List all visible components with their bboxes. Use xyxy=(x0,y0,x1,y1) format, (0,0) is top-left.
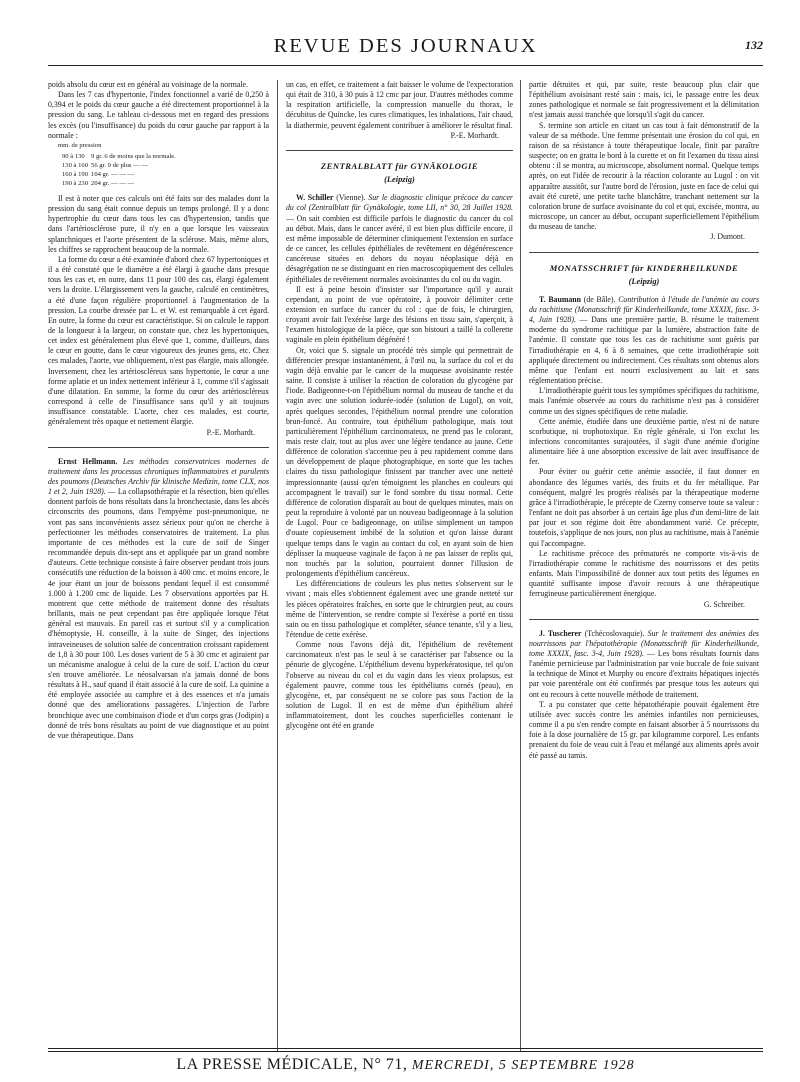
paragraph: Or, voici que S. signale un procédé très simple qui permettrait de différencier presque instantanément, à l'œil nu, la surface du col et du vagin déjà envahie par le cancer de la muqueuse avoisinante restée saine. Il consiste à utiliser la réaction de coloration du glycogène par l'iode. Badigeonne-t-on l'épithélium normal du museau de tanche et du vagin avec une solution iodurée-iodée (solution de Lugol), on voit, après quelques secondes, l'épithélium normal prendre une coloration brun-foncé. Au contraire, tout épithélium pathologique, mais tout particulièrement l'épithélium carcinomateux, ne prend pas le colorant, mais reste clair, tout au plus avec une légère tendance au jaune. Cette différence de coloration s'accentue peu à peu rapidement comme dans un développement de plaque photographique, en sorte que les taches claires du tissu pathologique finissent par trancher avec une netteté impressionnante (aussi qu'en témoignent les planches en couleurs qui accompagnent le travail) sur le fond sombre du tissu normal. Cette différence de coloration disparaît au bout de quelques minutes, mais on peut la reproduire à volonté par un nouveau badigeonnage à la solution de Lugol. Pour ce badigeonnage, on utilise simplement un tampon d'ouate copieusement imbibé de la solution et qu'on laisse durant quelque temps dans le vagin au contact du col, en ayant soin de bien déplisser la muqueuse vaginale de façon à ne pas laisser de replis qui, non touchés par la solution, pourraient donner l'illusion de prolongements d'épithélium cancéreux. xyxy=(286,345,513,579)
page-footer xyxy=(48,1048,763,1074)
footer-date: MERCREDI, 5 SEPTEMBRE 1928 xyxy=(411,1058,635,1073)
page-number: 132 xyxy=(745,38,763,52)
page-header xyxy=(48,30,763,68)
footer-journal: LA PRESSE MÉDICALE, xyxy=(176,1056,358,1073)
article-title: Sur le traitement des anémies des nourrissons par l'hépatothérapie (Monatsschrift für Kinderheilkunde, tome XXXIX, fasc. 3-4, Juin 1928). xyxy=(529,628,759,658)
table-row xyxy=(62,179,179,188)
column-2 xyxy=(286,80,513,1065)
paragraph: Il est à noter que ces calculs ont été faits sur des malades dont la pression du sang était connue depuis un temps prolongé. Il y a donc hypertrophie du cœur dans tous les cas d'hypertension, tandis que dans l'artériosclérose pure, il n'y en a que lorsque les vaisseaux splanchniques et l'aorte présentent de la sclérose. Mais, même alors, les chiffres se rapprochent beaucoup de la normale. xyxy=(48,193,269,254)
paragraph: S. termine son article en citant un cas tout à fait démonstratif de la valeur de sa méthode. Une femme présentait une érosion du col qui, en raison de sa résistance à toute thérapeutique locale, finit par paraître suspecte; on en gratta le bord à la curette et on fit l'examen du tissu ainsi obtenu : il se montra, au microscope, absolument normal. Quelque temps après, on eut l'idée de recourir à la réaction colorante au Lugol : on vit apparaître aussitôt, sur l'autre bord de l'érosion, juste en face de celui qui avait été cureté, une petite tache blanchâtre, tranchant nettement sur la coloration brune de surface avoisinante du col et qui, excisée, montra, au microscope, un cancer au début, occupant superficiellement l'épithélium du museau de tanche. xyxy=(529,120,759,232)
journal-section-title: REVUE DES JOURNAUX xyxy=(273,35,538,57)
paragraph: Comme nous l'avons déjà dit, l'épithélium de revêtement carcinomateux n'est pas le seul à se caractériser par l'absence ou la pénurie de glycogène. L'épithélium devenu hyperkératosique, tel qu'on l'observe au niveau du col et du vagin dans les vieux prolapsus, est également pauvre, comme tous les épithéliums cornés (peau), en glycogène, et, par conséquent ne se colore pas sous l'action de la solution de Lugol. Il en est de même d'un épithélium altéré inflammatoirement, dont les couches superficielles contenant le glycogène ont été en grande xyxy=(286,640,513,731)
table-row xyxy=(62,161,179,170)
article-body: — Dans une première partie, B. résume le traitement moderne du syndrome rachitique par la lumière, abstraction faite de l'anémie. Il constate que tous les cas de rachitisme sont guéris par l'irradiothérapie en 4, 6 à 8 semaines, que cette irradiothérapie soit appliquée directement ou indirectement. Ces résultats sont obtenus alors même que l'enfant est nourri exclusivement au lait et sans réglementation précise. xyxy=(529,315,759,386)
paragraph: Pour éviter ou guérir cette anémie associée, il faut donner en abondance des légumes variés, des fruits et du fer métallique. Par conséquent, malgré les progrès réalisés par la thérapeutique moderne grâce à l'irradiothérapie, le précepte de Czerny conserve toute sa valeur : l'enfant ne doit pas absorber à un certain âge plus d'un demi-litre de lait par jour et son régime doit être abondamment varié. Ce précepte, toutefois, s'applique de nos jours, non plus au rachitisme, mais à l'anémie qui l'accompagne. xyxy=(529,467,759,548)
article-paragraph xyxy=(286,193,513,284)
author-signature: P.-E. Morhardt. xyxy=(450,130,499,140)
article-separator xyxy=(48,447,269,448)
table-cell: 204 gr. — — — xyxy=(91,179,135,187)
paragraph: Les différenciations de couleurs les plus nettes s'observent sur le vivant ; mais elles s'obtiennent également avec une grande netteté sur les pièces opératoires fraîches, en sorte que le chirurgien peut, au cours même de l'intervention, se rendre compte si l'exérèse a porté en tissu sain ou en tissu pathologique et compléter, séance tenante, s'il y a lieu, l'étendue de cette exérèse. xyxy=(286,579,513,639)
paragraph: poids absolu du cœur est en général au voisinage de la normale. xyxy=(48,80,248,89)
footer-rule xyxy=(48,1048,763,1049)
pressure-table xyxy=(62,152,179,188)
author-signature: G. Schreiber. xyxy=(703,599,745,609)
table-cell: 130 à 160 xyxy=(62,161,89,169)
article-author: W. Schiller xyxy=(296,193,334,203)
table-row xyxy=(62,152,179,161)
article-body: — On sait combien est difficile parfois le diagnostic du cancer du col au début. Mais, dans le cancer avéré, il est bien plus difficile encore, il est même impossible de déterminer cliniquement l'extension en surface de ce cancer, les cellules épithéliales de revêtement en dégénérescence cancéreuse situées en dehors du noyau néoplasique déjà en désagrégation ne se distinguant en rien macroscopiquement des cellules épithéliales de revêtement normales avoisinantes du col ou du vagin. xyxy=(286,213,513,284)
paragraph: un cas, en effet, ce traitement a fait baisser le volume de l'expectoration qui était de 310, à 30 puis à 12 cmc par jour. D'autres méthodes comme la respiration artificielle, la compression manuelle du thorax, le décubitus de Quincke, les cures climatiques, les inhalations, l'air chaud, la diathermie, peuvent également contribuer à améliorer le résultat final. xyxy=(286,80,513,130)
table-header: mm. de pression xyxy=(58,141,102,149)
article-paragraph xyxy=(529,629,759,700)
section-title: MONATSSCHRIFT für KINDERHEILKUNDE xyxy=(549,262,739,273)
author-signature: P.-E. Morhardt. xyxy=(206,427,255,437)
paragraph: L'irradiothérapie guérit tous les symptômes spécifiques du rachitisme, mais l'anémie observée au cours du rachitisme n'est pas à considérer comme un des signes spécifiques de cette maladie. xyxy=(529,386,759,416)
table-cell: 9 gr. 6 de moins que la normale. xyxy=(91,152,176,160)
paragraph: T. a pu constater que cette hépatothérapie pouvait également être utilisée avec succès contre les anémies infantiles non pernicieuses, comme il a pu s'en rendre compte en faisant absorber à 5 nourrissons du foie à la dose journalière de 15 gr. par kilogramme corporel. Les enfants prenaient du foie de veau cuit à l'eau et mélangé aux aliments après avoir été passé au tamis. xyxy=(529,699,759,760)
section-subtitle: (Leipzig) xyxy=(628,276,660,286)
table-row xyxy=(62,170,179,179)
article-author: J. Tuscherer xyxy=(539,628,582,638)
header-rule xyxy=(48,65,763,66)
table-cell: 56 gr. 9 de plus — — xyxy=(91,161,148,169)
article-title: Contribution à l'étude de l'anémie au cours du rachitisme (Monatsschrift für Kinderheilkunde, tome XXXIX, fasc. 3-4, Juin 1928). xyxy=(529,294,759,325)
article-author: T. Baumann xyxy=(539,294,582,304)
article-body: — La collapsothérapie et la résection, bien qu'elles donnent parfois de bons résultats dans la bronchectasie, dans les abcès circonscrits des poumons, dans l'empyème post-pneumonique, ne vont pas sans inconvénients assez sérieux pour qu'on ne cherche à perfectionner les méthodes conservatoires de traitement. La plus importante de ces méthodes est la cure de soif de Singer recommandée depuis dix-sept ans et appliquée par un grand nombre d'auteurs. Cette technique consiste à faire observer pendant trois jours consécutifs une réduction de la boisson à 400 cmc. et moins encore, le 4e jour étant un jour de boissons pendant lequel il est consommé 1.000 à 1.200 cmc de liquide. Les 7 observations apportées par H. montrent que cette méthode de traitement donne des résultats brillants, mais ne peut cependant pas être appliquée lorsque l'état général est mauvais. En pareil cas et surtout s'il y a complication d'hémoptysie, H. conseille, à la suite de Singer, des injections intraveineuses de solution salée de concentration croissant rapidement de 1,8 à 30 pour 100. Les doses varient de 5 à 30 cmc et agiraient par un mécanisme analogue à celui de la cure de soif. L'action du cœur s'en trouve améliorée. Le néosalvarsan n'a jamais donné de bons résultats à H., sauf quand il était associé à la cure de soif. La quinine a été employée associée au camphre et à des essences et n'a jamais donné que des améliorations passagères. L'injection de l'arbre bronchique avec une combinaison d'iode et d'un corps gras (Jodipin) a donné de très bons résultats au point de vue diagnostique et au point de vue thérapeutique. Dans xyxy=(48,487,269,740)
section-title: ZENTRALBLATT für GYNÄKOLOGIE xyxy=(320,160,479,171)
section-subtitle: (Leipzig) xyxy=(384,175,415,185)
article-paragraph xyxy=(48,457,269,741)
column-divider xyxy=(520,80,521,1052)
article-place: (Vienne). xyxy=(336,193,366,203)
paragraph: Le rachitisme précoce des prématurés ne comporte vis-à-vis de l'irradiothérapie comme le rachitisme des nourrissons et des petits enfants. Mais l'impossibilité de donner aux tout petits des légumes en quantité suffisante impose d'avoir recours à une thérapeutique ferrugineuse particulièrement énergique. xyxy=(529,548,759,599)
article-body: — Les bons résultats fournis dans l'anémie pernicieuse par l'administration par voie buccale de foie suivant la technique de Minot et Murphy ou encore d'extraits hépatiques injectés par voie parentérale ont été confirmés par presque tous les auteurs qui ont eu recours à cette nouvelle méthode de traitement. xyxy=(529,648,759,699)
article-author: Ernst Hellmann. xyxy=(58,456,118,466)
column-divider xyxy=(277,80,278,1052)
paragraph: Il est à peine besoin d'insister sur l'importance qu'il y aurait cependant, au point de vue opératoire, à pouvoir délimiter cette extension en surface du cancer du col : que de fois, le chirurgien, croyant avoir fait l'exérèse large des lésions en tissu sain, s'aperçoit, à l'examen histologique de la pièce, que son bistouri a taillé la collerette vaginale en plein épithélium dégénéré ! xyxy=(286,284,513,345)
table-cell: 190 à 230 xyxy=(62,179,89,187)
footer-rule xyxy=(48,1051,763,1052)
footer-issue: N° 71, xyxy=(362,1056,408,1073)
section-separator xyxy=(529,252,759,253)
article-place: (Tchécoslovaquie). xyxy=(584,628,645,638)
table-cell: 104 gr. — — — xyxy=(91,170,135,178)
paragraph: partie détruites et qui, par suite, reste beaucoup plus clair que l'épithélium avoisinant resté sain : mais, ici, le passage entre les deux zones pathologique et normale se fait progressivement et la délimitation n'est jamais aussi tranchée que lorsqu'il s'agit du cancer. xyxy=(529,80,759,120)
article-paragraph xyxy=(529,295,759,386)
table-cell: 90 à 130 xyxy=(62,152,85,160)
column-1 xyxy=(48,80,269,1065)
column-3 xyxy=(529,80,759,1065)
article-title: Sur le diagnostic clinique précoce du cancer du col (Zentralblatt für Gynäkologie, tome LII, n° 30, 28 Juillet 1928. xyxy=(286,193,513,213)
section-separator xyxy=(286,150,513,151)
author-signature: J. Dumont. xyxy=(710,232,745,242)
article-separator xyxy=(529,619,759,620)
article-place: (de Bâle). xyxy=(583,294,616,304)
paragraph: La forme du cœur a été examinée d'abord chez 67 hypertoniques et il a été constaté que le diamètre a été élargi à gauche dans presque tous les cas et, en outre, dans 11 pour 100 des cas, élargi également vers la droite. L'élargissement vers la gauche, calculé en centimètres, a été d'une façon régulière proportionnel à l'augmentation de la pression. La courbe dressée par L. et W. est remarquable à cet égard. En outre, la forme du cœur est caractéristique. Si on calcule le rapport de la longueur à la largeur, on constate que, chez les hypertoniques, cet index est généralement plus élevé que 1, comme, d'ailleurs, dans le cœur en goutte, dans le cœur vigoureux des jeunes gens, etc. Chez ces malades, l'aorte, vue obliquement, n'est pas élargie, mais allongée. Inversement, chez les artérioscléreux sans hypertonie, le cœur a une forme aplatie et un index nettement inférieur à 1, comme s'il s'agissait d'une dilatation. En somme, la forme du cœur des artérioscléreux correspond à celle de l'insuffisance sans qu'il y ait toujours insuffisance constatable. L'aorte, chez ces malades, est courte, généralement très opaque et nettement élargie. xyxy=(48,254,269,427)
article-title: Les méthodes conservatrices modernes de traitement dans les processus chroniques inflammatoires et purulents des poumons (Deutsches Archiv für klinische Medizin, tome CLX, nos 1 et 2, Juin 1928). xyxy=(48,456,269,497)
paragraph: Cette anémie, étudiée dans une deuxième partie, n'est ni de nature scorbutique, ni trophotoxique. En règle générale, si l'on exclut les infections concomitantes surajoutées, il s'agit d'une anémie d'origine alimentaire liée à une absorption excessive de lait avec insuffisance de fer. xyxy=(529,416,759,467)
table-cell: 160 à 190 xyxy=(62,170,89,178)
footer-text xyxy=(48,1056,763,1074)
paragraph: Dans les 7 cas d'hypertonie, l'index fonctionnel a varié de 0,250 à 0,394 et le poids du cœur gauche a été directement proportionnel à la pression du sang. Le tableau ci-dessous met en regard des pressions les excès (ou l'insuffisance) du poids du cœur gauche par rapport à la normale : xyxy=(48,90,269,140)
